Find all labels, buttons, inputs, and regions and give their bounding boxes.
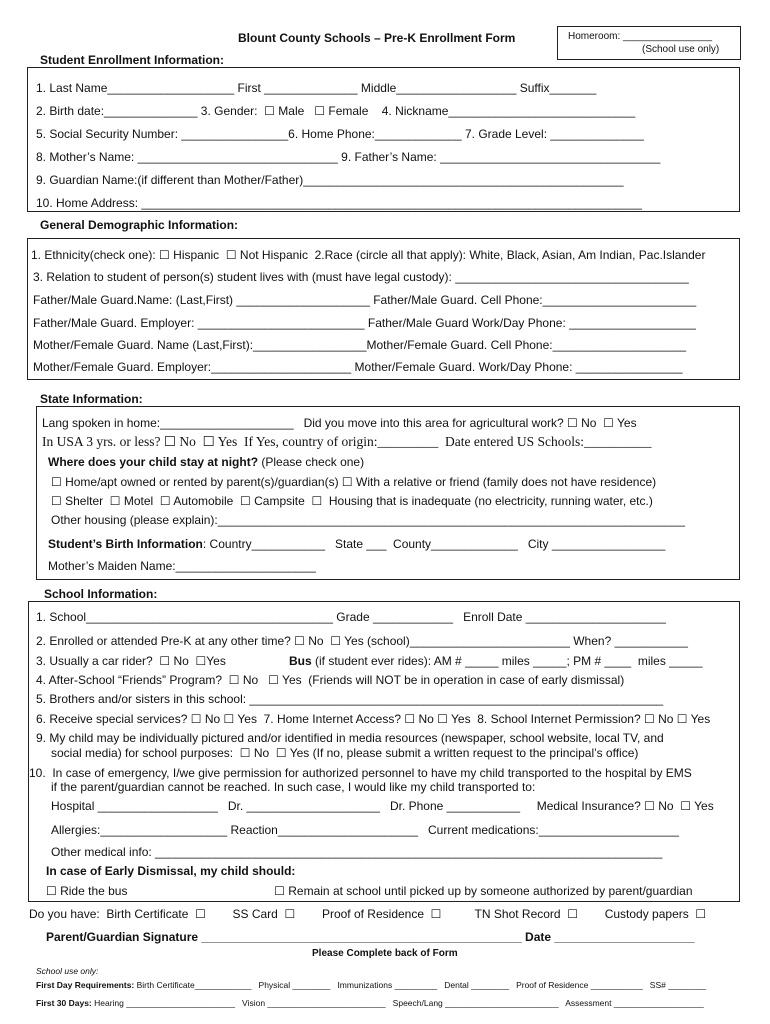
school-use-note: (School use only): [642, 44, 720, 55]
form-title: Blount County Schools – Pre-K Enrollment Form: [238, 31, 516, 45]
ssn-phone-grade-fields[interactable]: 5. Social Security Number: ________________6. Home Phone:_____________ 7. Grade Level: ______________: [36, 127, 644, 141]
media-consent-line-1: 9. My child may be individually pictured and/or identified in media resources (newspaper, school website, local TV, and: [36, 731, 664, 745]
demographic-heading: General Demographic Information:: [40, 218, 239, 232]
night-stay-options-1[interactable]: ☐ Home/apt owned or rented by parent(s)/guardian(s) ☐ With a relative or friend (family does not have residence): [51, 475, 657, 489]
other-medical-field[interactable]: Other medical info: ____________________________________________________________________________: [51, 845, 663, 859]
prek-history-field[interactable]: 2. Enrolled or attended Pre-K at any other time? ☐ No ☐ Yes (school)________________________ When? ___________: [36, 634, 688, 648]
night-stay-question: Where does your child stay at night? (Please check one): [48, 455, 365, 469]
emergency-consent-line-2: if the parent/guardian cannot be reached. In such case, I would like my child transported to:: [51, 780, 536, 794]
usa-residency-fields[interactable]: In USA 3 yrs. or less? ☐ No ☐ Yes If Yes, country of origin:_________ Date entered US Schools:__________: [42, 434, 652, 449]
first-30-days-requirements: First 30 Days: Hearing _______________________ Vision _________________________ Speech/Lang ________________________ Assessment ___________________: [36, 998, 704, 1008]
allergy-medication-fields[interactable]: Allergies:___________________ Reaction_____________________ Current medications:_____________________: [51, 823, 679, 837]
ethnicity-race-fields[interactable]: 1. Ethnicity(check one): ☐ Hispanic ☐ Not Hispanic 2.Race (circle all that apply): White, Black, Asian, Am Indian, Pac.Islander: [31, 248, 706, 262]
enrollment-heading: Student Enrollment Information:: [40, 53, 224, 67]
mother-name-phone-fields[interactable]: Mother/Female Guard. Name (Last,First):_________________Mother/Female Guard. Cell Phone:____________________: [33, 338, 687, 352]
hospital-doctor-fields[interactable]: Hospital __________________ Dr. ____________________ Dr. Phone ___________ Medical Insurance? ☐ No ☐ Yes: [51, 799, 714, 813]
guardian-name-field[interactable]: 9. Guardian Name:(if different than Mother/Father)________________________________________________: [36, 173, 624, 187]
name-fields[interactable]: 1. Last Name___________________ First ______________ Middle__________________ Suffix_______: [36, 81, 597, 95]
back-of-form-note: Please Complete back of Form: [312, 948, 458, 959]
media-consent-field[interactable]: social media) for school purposes: ☐ No ☐ Yes (If no, please submit a written request to the principal’s office): [51, 746, 639, 760]
early-dismissal-heading: In case of Early Dismissal, my child should:: [46, 864, 296, 878]
school-use-label: School use only:: [36, 966, 99, 976]
bus-fields[interactable]: Bus (if student ever rides): AM # _____ miles _____; PM # ____ miles _____: [289, 654, 703, 668]
birth-info-fields[interactable]: Student’s Birth Information: Country___________ State ___ County_____________ City _________________: [48, 537, 666, 551]
early-dismissal-options[interactable]: ☐ Ride the bus ☐ Remain at school until picked up by someone authorized by parent/guardian: [46, 884, 693, 898]
homeroom-box: [557, 26, 741, 60]
language-agri-fields[interactable]: Lang spoken in home:____________________ Did you move into this area for agricultural work? ☐ No ☐ Yes: [42, 416, 637, 430]
after-school-field[interactable]: 4. After-School “Friends” Program? ☐ No ☐ Yes (Friends will NOT be in operation in case of early dismissal): [36, 673, 625, 687]
birth-gender-fields[interactable]: 2. Birth date:______________ 3. Gender: ☐ Male ☐ Female 4. Nickname____________________________: [36, 104, 636, 118]
car-rider-field[interactable]: 3. Usually a car rider? ☐ No ☐Yes: [36, 654, 226, 668]
services-internet-fields[interactable]: 6. Receive special services? ☐ No ☐ Yes 7. Home Internet Access? ☐ No ☐ Yes 8. School Internet Permission? ☐ No ☐ Yes: [36, 712, 711, 726]
parent-name-fields[interactable]: 8. Mother’s Name: ______________________________ 9. Father’s Name: _________________________________: [36, 150, 661, 164]
signature-date-field[interactable]: Parent/Guardian Signature ________________________________________________ Date _____________________: [46, 930, 695, 944]
other-housing-field[interactable]: Other housing (please explain):______________________________________________________________________: [51, 513, 685, 527]
state-heading: State Information:: [40, 392, 143, 406]
mother-employer-fields[interactable]: Mother/Female Guard. Employer:_____________________ Mother/Female Guard. Work/Day Phone: ________________: [33, 360, 683, 374]
school-grade-enroll-fields[interactable]: 1. School_____________________________________ Grade ____________ Enroll Date _____________________: [36, 610, 666, 624]
state-section: [36, 406, 740, 580]
siblings-field[interactable]: 5. Brothers and/or sisters in this school: ______________________________________________________________: [36, 692, 664, 706]
homeroom-field[interactable]: Homeroom: ________________: [568, 31, 712, 42]
father-employer-fields[interactable]: Father/Male Guard. Employer: _________________________ Father/Male Guard Work/Day Phone: ___________________: [33, 316, 696, 330]
school-heading: School Information:: [44, 587, 158, 601]
night-stay-options-2[interactable]: ☐ Shelter ☐ Motel ☐ Automobile ☐ Campsite ☐ Housing that is inadequate (no electricity, running water, etc.): [51, 494, 653, 508]
home-address-field[interactable]: 10. Home Address: ___________________________________________________________________________: [36, 196, 642, 210]
relation-field[interactable]: 3. Relation to student of person(s) student lives with (must have legal custody): ___________________________________: [33, 270, 689, 284]
documents-checklist[interactable]: Do you have: Birth Certificate ☐ SS Card ☐ Proof of Residence ☐ TN Shot Record ☐ Custody papers ☐: [29, 907, 707, 921]
maiden-name-field[interactable]: Mother’s Maiden Name:_____________________: [48, 559, 316, 573]
first-day-requirements: First Day Requirements: Birth Certificate____________ Physical ________ Immunizations _________ Dental ________ Proof of Residence ___________ SS# ________: [36, 980, 707, 990]
father-name-phone-fields[interactable]: Father/Male Guard.Name: (Last,First) ____________________ Father/Male Guard. Cell Phone:_______________________: [33, 293, 697, 307]
emergency-consent-line-1: 10. In case of emergency, I/we give permission for authorized personnel to have my child transported to the hospital by EMS: [29, 766, 692, 780]
